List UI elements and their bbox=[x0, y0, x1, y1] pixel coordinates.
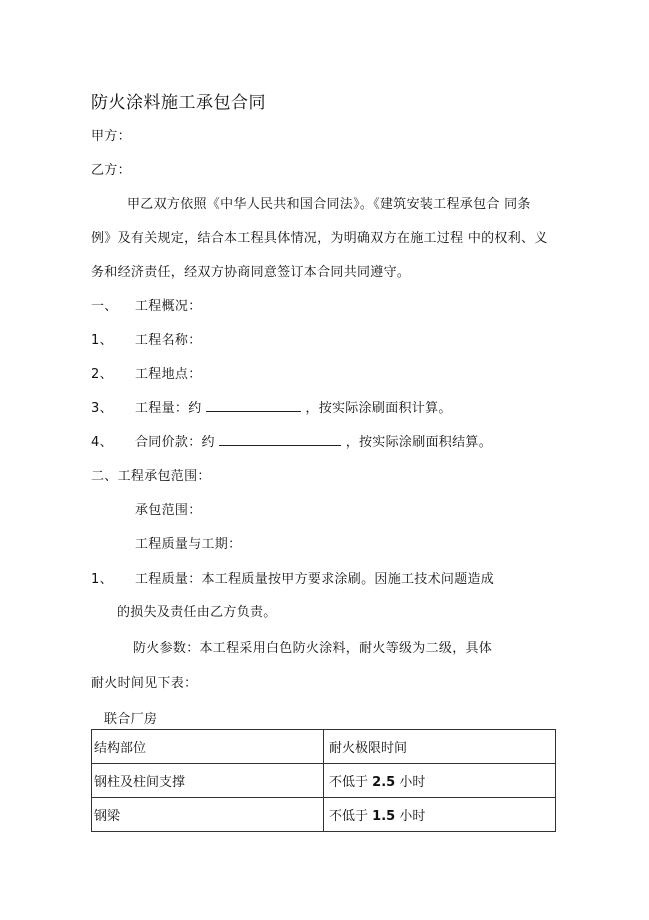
item4-label: 合同价款：约 bbox=[135, 435, 215, 450]
fire-params-line-2: 耐火时间见下表： bbox=[91, 676, 198, 691]
party-a-label: 甲方： bbox=[91, 129, 131, 144]
item1-label: 工程名称： bbox=[135, 333, 202, 348]
item4-number: 4、 bbox=[91, 435, 113, 450]
item4-line bbox=[135, 431, 492, 450]
party-b-label: 乙方： bbox=[91, 163, 131, 178]
quality-number: 1、 bbox=[91, 572, 113, 587]
quality-line-1: 工程质量：本工程质量按甲方要求涂刷。因施工技术问题造成 bbox=[135, 572, 495, 587]
row2-prefix: 不低于 bbox=[329, 809, 369, 824]
section1-heading: 工程概况： bbox=[135, 299, 202, 314]
quality-line-2: 的损失及责任由乙方负责。 bbox=[117, 605, 277, 620]
header-structure-part: 结构部位 bbox=[92, 730, 324, 764]
header-fire-limit: 耐火极限时间 bbox=[324, 730, 556, 764]
fire-resistance-table bbox=[91, 729, 556, 832]
row2-limit bbox=[324, 798, 556, 832]
item1-number: 1、 bbox=[91, 333, 113, 348]
item4-suffix: ，按实际涂刷面积结算。 bbox=[345, 435, 492, 450]
item2-number: 2、 bbox=[91, 367, 113, 382]
row2-unit: 小时 bbox=[399, 809, 426, 824]
table-caption: 联合厂房 bbox=[104, 712, 158, 727]
item3-line bbox=[135, 397, 452, 416]
row1-prefix: 不低于 bbox=[329, 775, 369, 790]
table-header-row bbox=[92, 730, 556, 764]
row1-limit bbox=[324, 764, 556, 798]
section2-heading: 二、工程承包范围： bbox=[91, 469, 211, 484]
item3-label: 工程量：约 bbox=[135, 401, 202, 416]
row2-value: 1.5 bbox=[372, 809, 396, 824]
quantity-blank[interactable] bbox=[206, 400, 301, 412]
item3-number: 3、 bbox=[91, 401, 113, 416]
table-row bbox=[92, 798, 556, 832]
item2-label: 工程地点： bbox=[135, 367, 202, 382]
scope-label: 承包范围： bbox=[135, 503, 202, 518]
row1-unit: 小时 bbox=[399, 775, 426, 790]
section1-number: 一、 bbox=[91, 299, 118, 314]
intro-line-2: 例》及有关规定，结合本工程具体情况，为明确双方在施工过程 中的权利、义 bbox=[91, 231, 548, 246]
row2-part: 钢梁 bbox=[92, 798, 324, 832]
intro-line-1: 甲乙双方依照《中华人民共和国合同法》。《建筑安装工程承包合 同条 bbox=[127, 197, 531, 212]
table-row bbox=[92, 764, 556, 798]
fire-params-line-1: 防火参数：本工程采用白色防火涂料，耐火等级为二级，具体 bbox=[133, 641, 493, 656]
item3-suffix: ，按实际涂刷面积计算。 bbox=[305, 401, 452, 416]
quality-period-label: 工程质量与工期： bbox=[135, 537, 242, 552]
row1-part: 钢柱及柱间支撑 bbox=[92, 764, 324, 798]
row1-value: 2.5 bbox=[372, 775, 396, 790]
contract-title: 防火涂料施工承包合同 bbox=[91, 93, 266, 113]
intro-line-3: 务和经济责任，经双方协商同意签订本合同共同遵守。 bbox=[91, 265, 411, 280]
price-blank[interactable] bbox=[219, 434, 341, 446]
